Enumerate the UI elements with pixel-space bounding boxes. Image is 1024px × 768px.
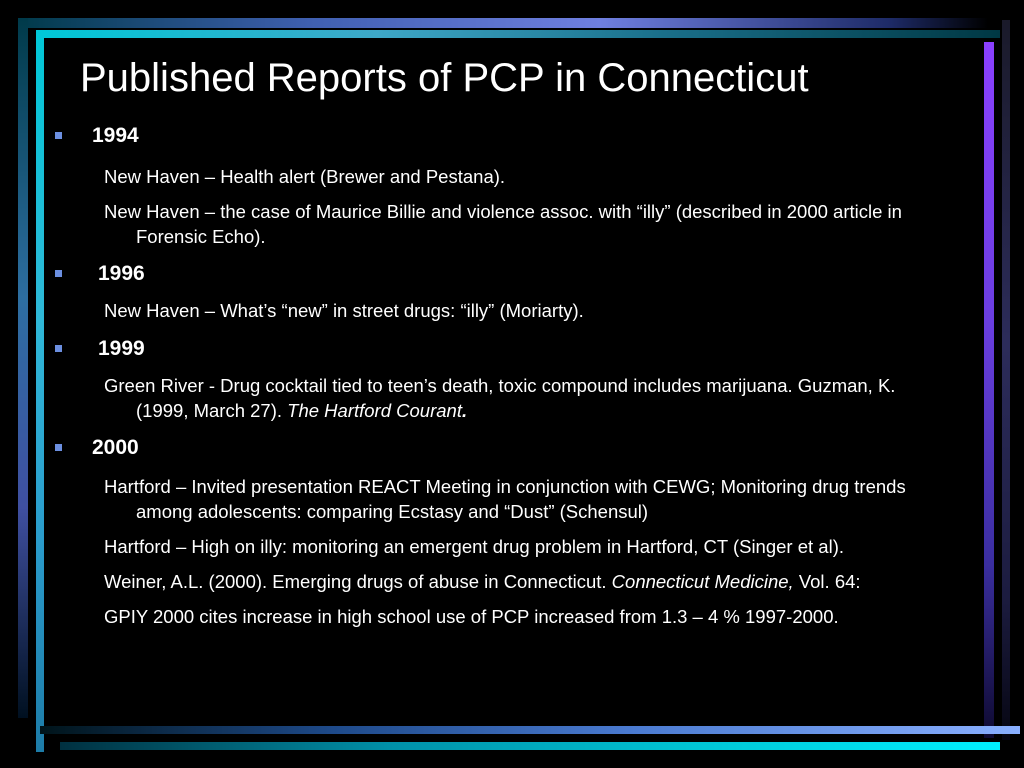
entry-text: Weiner, A.L. (2000). Emerging drugs of abuse in Connecticut.: [104, 571, 612, 592]
year-label: 1996: [98, 262, 145, 285]
decorative-bar-bottom-outer: [60, 742, 1000, 750]
year-heading: [52, 122, 952, 150]
entry-end: Vol. 64:: [793, 571, 861, 592]
decorative-bar-top-inner: [40, 30, 1000, 38]
section-2000: [52, 434, 952, 629]
report-entry: [52, 373, 952, 423]
report-entry: New Haven – the case of Maurice Billie and violence assoc. with “illy” (described in 2000 article in Forensic Echo).: [104, 201, 902, 247]
square-bullet-icon: [55, 345, 62, 352]
year-heading: [52, 335, 952, 363]
publication-name: The Hartford Courant: [287, 400, 462, 421]
year-label: 1994: [92, 124, 139, 147]
decorative-bar-bottom-inner: [40, 726, 1020, 734]
decorative-bar-left-inner: [36, 30, 44, 752]
square-bullet-icon: [55, 270, 62, 277]
decorative-bar-right-inner: [984, 42, 994, 738]
report-entry: Hartford – Invited presentation REACT Meeting in conjunction with CEWG; Monitoring drug trends among adolescents: comparing Ecstasy and “Dust” (Schensul): [104, 476, 906, 522]
decorative-bar-right-outer: [1002, 20, 1010, 740]
report-entry: New Haven – Health alert (Brewer and Pestana).: [104, 166, 506, 187]
decorative-bar-left-outer: [18, 18, 28, 718]
entry-end: .: [461, 400, 468, 421]
report-entry: New Haven – What’s “new” in street drugs: “illy” (Moriarty).: [104, 300, 584, 321]
publication-name: Connecticut Medicine,: [611, 571, 794, 592]
square-bullet-icon: [55, 444, 62, 451]
report-entry: GPIY 2000 cites increase in high school use of PCP increased from 1.3 – 4 % 1997-2000.: [104, 606, 839, 627]
year-heading: [52, 434, 952, 462]
slide-title: Published Reports of PCP in Connecticut: [80, 56, 809, 100]
section-1994: [52, 122, 952, 249]
section-1999: [52, 335, 952, 423]
entry-text: Green River - Drug cocktail tied to teen’s death, toxic compound includes marijuana. Guzman, K. (1999, March 27).: [104, 375, 896, 421]
section-1996: [52, 260, 952, 323]
year-label: 2000: [92, 436, 139, 459]
year-label: 1999: [98, 337, 145, 360]
decorative-bar-top-outer: [18, 18, 988, 28]
report-entry: [52, 569, 952, 594]
square-bullet-icon: [55, 132, 62, 139]
report-entry: Hartford – High on illy: monitoring an emergent drug problem in Hartford, CT (Singer et al).: [104, 536, 844, 557]
year-heading: [52, 260, 952, 288]
